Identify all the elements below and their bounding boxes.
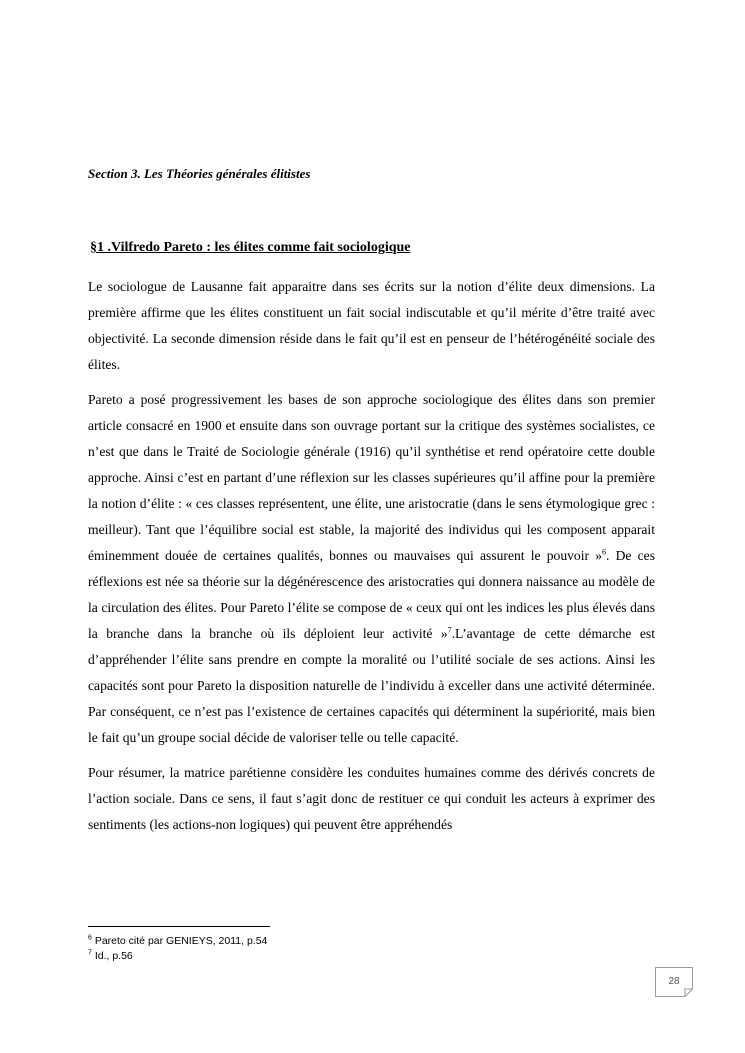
footnotes xyxy=(88,934,267,964)
footnote-item xyxy=(88,949,267,964)
page-number: 28 xyxy=(668,976,680,987)
footnote-text: Id., p.56 xyxy=(94,950,133,962)
sub-heading: §1 .Vilfredo Pareto : les élites comme fait sociologique xyxy=(90,240,411,255)
footnote-ref-6: 6 xyxy=(602,547,607,557)
paragraph-2-part-c: .L’avantage de cette démarche est d’appréhender l’élite sans prendre en compte la moralité ou l’utilité sociale de ses actions. Ainsi les capacités sont pour Pareto la disposition naturelle de l’individu à exceller dans une activité déterminée. Par conséquent, ce n’est pas l’existence de certaines capacités qui déterminent la supériorité, mais bien le fait qu’un groupe social décide de valoriser telle ou telle capacité. xyxy=(88,626,655,745)
footnote-number: 6 xyxy=(88,934,92,942)
footnote-ref-7: 7 xyxy=(447,625,452,635)
footnote-item xyxy=(88,934,267,949)
section-heading: Section 3. Les Théories générales élitistes xyxy=(88,166,311,181)
page-number-box xyxy=(655,967,693,997)
footnote-divider xyxy=(88,926,270,927)
body-text xyxy=(88,274,655,847)
paragraph-2-part-b: . De ces réflexions est née sa théorie sur la dégénérescence des aristocraties qui donnera naissance au modèle de la circulation des élites. Pour Pareto l’élite se compose de « ceux qui ont les indices les plus élevés dans la branche dans la branche où ils déploient leur activité » xyxy=(88,548,655,641)
paragraph-1: Le sociologue de Lausanne fait apparaitre dans ses écrits sur la notion d’élite deux dimensions. La première affirme que les élites constituent un fait social indiscutable et qu’il mérite d’être traité avec objectivité. La seconde dimension réside dans le fait qu’il est en penseur de l’hétérogénéité sociale des élites. xyxy=(88,279,655,372)
paragraph-2 xyxy=(88,387,655,751)
footnote-text: Pareto cité par GENIEYS, 2011, p.54 xyxy=(94,935,268,947)
paragraph-2-part-a: Pareto a posé progressivement les bases de son approche sociologique des élites dans son premier article consacré en 1900 et ensuite dans son ouvrage portant sur la critique des systèmes socialistes, ce n’est que dans le Traité de Sociologie générale (1916) qu’il synthétise et rend opératoire cette double approche. Ainsi c’est en partant d’une réflexion sur les classes supérieures qu’il affine pour la première la notion d’élite : « ces classes représentent, une élite, une aristocratie (dans le sens étymologique grec : meilleur). Tant que l’équilibre social est stable, la majorité des individus qui les composent apparait éminemment douée de certaines qualités, bonnes ou mauvaises qui assurent le pouvoir » xyxy=(88,392,655,563)
paragraph-3: Pour résumer, la matrice parétienne considère les conduites humaines comme des dérivés concrets de l’action sociale. Dans ce sens, il faut s’agit donc de restituer ce qui conduit les acteurs à exprimer des sentiments (les actions-non logiques) qui peuvent être appréhendés xyxy=(88,765,655,832)
footnote-number: 7 xyxy=(88,949,92,957)
